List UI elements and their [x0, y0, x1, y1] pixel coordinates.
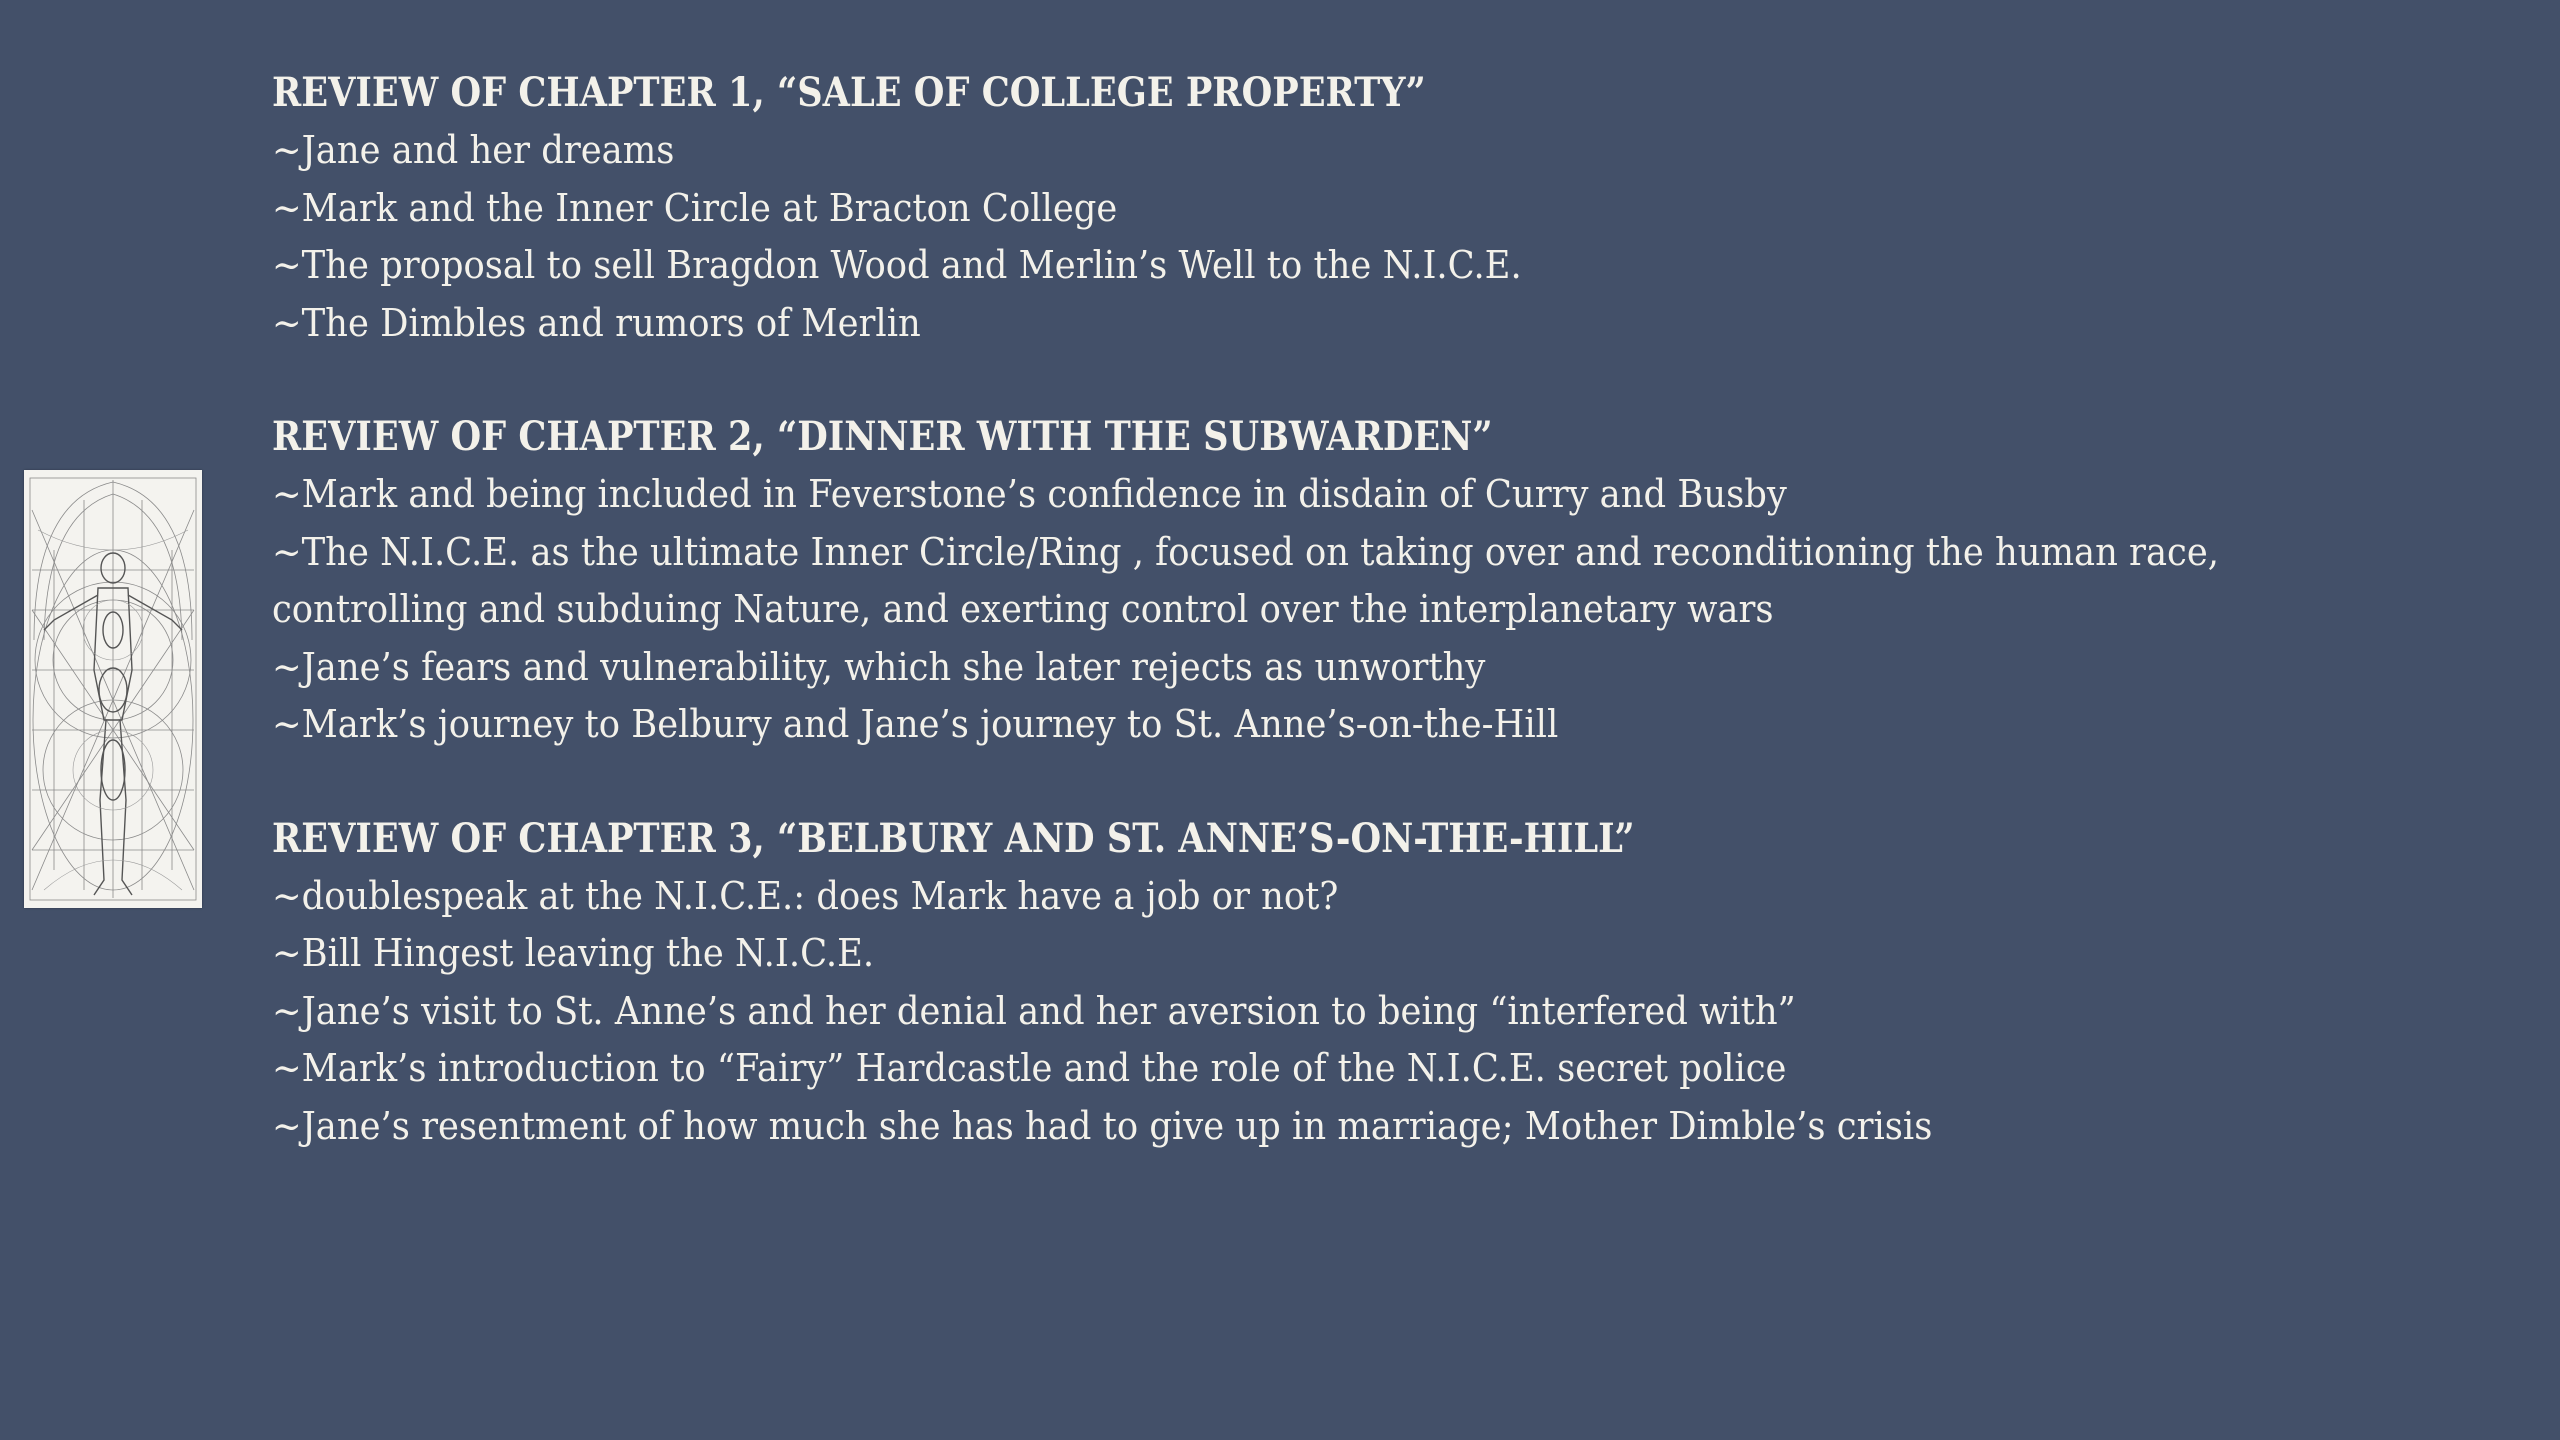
chapter-3-heading: REVIEW OF CHAPTER 3, “BELBURY AND ST. ANNE’S-ON-THE-HILL” [272, 814, 1635, 862]
vitruvian-figure-icon [24, 470, 202, 908]
chapter-1-item: ~The proposal to sell Bragdon Wood and Merlin’s Well to the N.I.C.E. [272, 243, 1522, 287]
chapter-3-review [272, 810, 2512, 1156]
chapter-1-review [272, 64, 2512, 352]
chapter-1-item: ~The Dimbles and rumors of Merlin [272, 300, 921, 345]
chapter-2-review [272, 408, 2512, 754]
chapter-2-item: ~Mark’s journey to Belbury and Jane’s journey to St. Anne’s-on-the-Hill [272, 702, 1559, 746]
chapter-3-item: ~Jane’s resentment of how much she has had to give up in marriage; Mother Dimble’s crisis [272, 1103, 1933, 1148]
chapter-2-item: ~The N.I.C.E. as the ultimate Inner Circle/Ring , focused on taking over and reconditioning the human race, controlling and subduing Nature, and exerting control over the interplanetary wars [272, 529, 2219, 631]
chapter-2-item: ~Jane’s fears and vulnerability, which she later rejects as unworthy [272, 644, 1486, 689]
chapter-3-item: ~Jane’s visit to St. Anne’s and her denial and her aversion to being “interfered with” [272, 988, 1796, 1033]
chapter-2-item: ~Mark and being included in Feverstone’s confidence in disdain of Curry and Busby [272, 472, 1787, 516]
chapter-1-item: ~Mark and the Inner Circle at Bracton College [272, 185, 1118, 230]
chapter-3-item: ~Bill Hingest leaving the N.I.C.E. [272, 931, 875, 975]
chapter-1-item: ~Jane and her dreams [272, 128, 675, 172]
vitruvian-diagram-image [24, 470, 202, 908]
chapter-3-item: ~doublespeak at the N.I.C.E.: does Mark have a job or not? [272, 873, 1339, 918]
review-content [272, 64, 2512, 1211]
chapter-1-heading: REVIEW OF CHAPTER 1, “SALE OF COLLEGE PROPERTY” [272, 69, 1426, 116]
chapter-2-heading: REVIEW OF CHAPTER 2, “DINNER WITH THE SUBWARDEN” [272, 413, 1493, 460]
chapter-3-item: ~Mark’s introduction to “Fairy” Hardcastle and the role of the N.I.C.E. secret police [272, 1046, 1787, 1090]
